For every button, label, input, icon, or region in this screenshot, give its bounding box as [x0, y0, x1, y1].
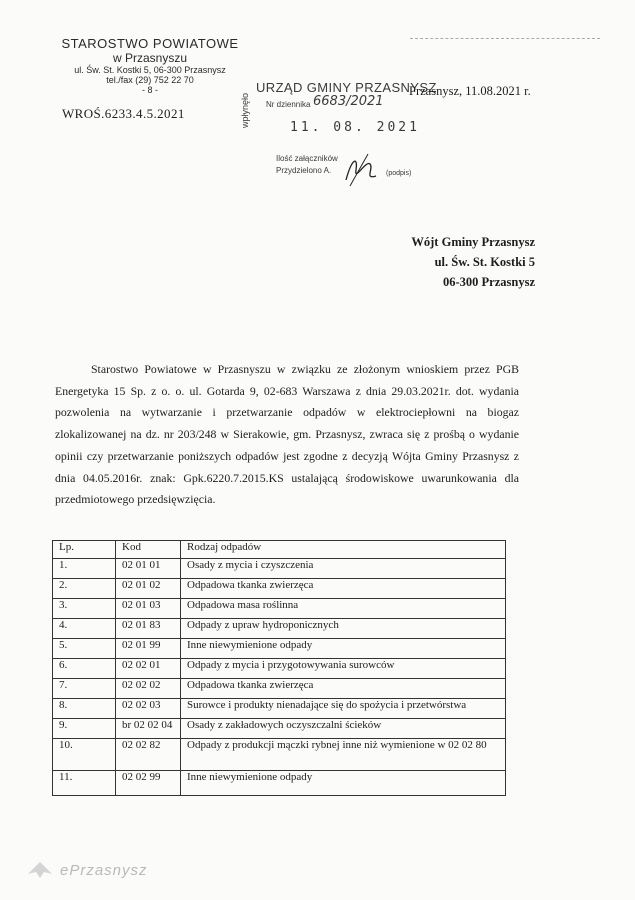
watermark-logo-icon	[26, 858, 54, 880]
handwritten-signature	[340, 150, 380, 190]
header-rodzaj: Rodzaj odpadów	[181, 541, 506, 559]
table-row	[53, 719, 506, 739]
header-kod: Kod	[116, 541, 181, 559]
cell-rodzaj: Odpadowa tkanka zwierzęca	[181, 579, 506, 599]
table-row	[53, 699, 506, 719]
cell-kod: 02 01 99	[116, 639, 181, 659]
watermark-text: ePrzasnysz	[60, 862, 148, 879]
assigned-value: A.	[323, 166, 332, 175]
addressee-city: 06-300 Przasnysz	[443, 275, 535, 289]
table-header-row	[53, 541, 506, 559]
received-date: 11. 08. 2021	[290, 120, 420, 135]
scan-artifact	[410, 38, 600, 39]
received-label: wpłynęło	[240, 92, 250, 128]
table-row	[53, 739, 506, 771]
cell-kod: 02 02 99	[116, 771, 181, 796]
cell-rodzaj: Odpady z mycia i przygotowywania surowców	[181, 659, 506, 679]
cell-lp: 11.	[53, 771, 116, 796]
cell-rodzaj: Osady z zakładowych oczyszczalni ścieków	[181, 719, 506, 739]
assigned-label	[276, 166, 331, 175]
office-city: w Przasnyszu	[112, 51, 188, 65]
cell-rodzaj: Odpadowa masa roślinna	[181, 599, 506, 619]
cell-kod: 02 02 02	[116, 679, 181, 699]
cell-kod: 02 02 82	[116, 739, 181, 771]
office-name: STAROSTWO POWIATOWE	[61, 36, 239, 51]
cell-lp: 4.	[53, 619, 116, 639]
cell-rodzaj: Osady z mycia i czyszczenia	[181, 559, 506, 579]
cell-rodzaj: Inne niewymienione odpady	[181, 639, 506, 659]
cell-kod: 02 02 03	[116, 699, 181, 719]
cell-kod: 02 01 01	[116, 559, 181, 579]
assigned-label-text: Przydzielono	[276, 166, 322, 175]
attachments-label: Ilość załączników	[276, 154, 338, 163]
cell-rodzaj: Inne niewymienione odpady	[181, 771, 506, 796]
cell-kod: 02 02 01	[116, 659, 181, 679]
addressee-street: ul. Św. St. Kostki 5	[434, 255, 535, 269]
cell-lp: 5.	[53, 639, 116, 659]
cell-kod: br 02 02 04	[116, 719, 181, 739]
cell-lp: 3.	[53, 599, 116, 619]
cell-lp: 9.	[53, 719, 116, 739]
table-row	[53, 639, 506, 659]
case-number: WROŚ.6233.4.5.2021	[62, 106, 185, 121]
cell-lp: 8.	[53, 699, 116, 719]
cell-rodzaj: Surowce i produkty nienadające się do spożycia i przetwórstwa	[181, 699, 506, 719]
table-row	[53, 679, 506, 699]
cell-lp: 2.	[53, 579, 116, 599]
cell-lp: 1.	[53, 559, 116, 579]
table-row	[53, 599, 506, 619]
cell-lp: 10.	[53, 739, 116, 771]
place-date: Przasnysz, 11.08.2021 r.	[409, 84, 531, 98]
cell-kod: 02 01 83	[116, 619, 181, 639]
table-row	[53, 659, 506, 679]
table-row	[53, 771, 506, 796]
cell-rodzaj: Odpady z produkcji mączki rybnej inne niż wymienione w 02 02 80	[181, 739, 506, 771]
cell-lp: 7.	[53, 679, 116, 699]
cell-lp: 6.	[53, 659, 116, 679]
table-row	[53, 619, 506, 639]
body-paragraph: Starostwo Powiatowe w Przasnyszu w związku ze złożonym wnioskiem przez PGB Energetyka 15 Sp. z o. o. ul. Gotarda 9, 02-683 Warszawa z dnia 29.03.2021r. dot. wydania pozwolenia na wytwarzanie i przetwarzanie odpadów w elektrociepłowni na biogaz zlokalizowanej na dz. nr 203/248 w Sierakowie, gm. Przasnysz, zwraca się z prośbą o wydanie opinii czy przetwarzanie poniższych odpadów jest zgodne z decyzją Wójta Gminy Przasnysz z dnia 04.05.2016r. znak: Gpk.6220.7.2015.KS ustalającą środowiskowe uwarunkowania dla przedmiotowego przedsięwzięcia.	[55, 362, 519, 507]
cell-kod: 02 01 03	[116, 599, 181, 619]
page-mark: - 8 -	[141, 85, 158, 95]
office-phone: tel./fax (29) 752 22 70	[106, 75, 194, 85]
table-row	[53, 559, 506, 579]
journal-label: Nr dziennika	[266, 100, 311, 109]
cell-rodzaj: Odpady z upraw hydroponicznych	[181, 619, 506, 639]
waste-table	[52, 540, 506, 796]
journal-value: 6683/2021	[313, 94, 384, 109]
received-office: URZĄD GMINY PRZASNYSZ	[256, 80, 437, 95]
addressee-name: Wójt Gminy Przasnysz	[411, 235, 535, 249]
cell-rodzaj: Odpadowa tkanka zwierzęca	[181, 679, 506, 699]
table-row	[53, 579, 506, 599]
signature-hint: (podpis)	[386, 170, 412, 177]
addressee-block	[411, 232, 535, 292]
office-address: ul. Św. St. Kostki 5, 06-300 Przasnysz	[74, 65, 226, 75]
header-lp: Lp.	[53, 541, 116, 559]
cell-kod: 02 01 02	[116, 579, 181, 599]
office-header-stamp	[55, 36, 245, 95]
